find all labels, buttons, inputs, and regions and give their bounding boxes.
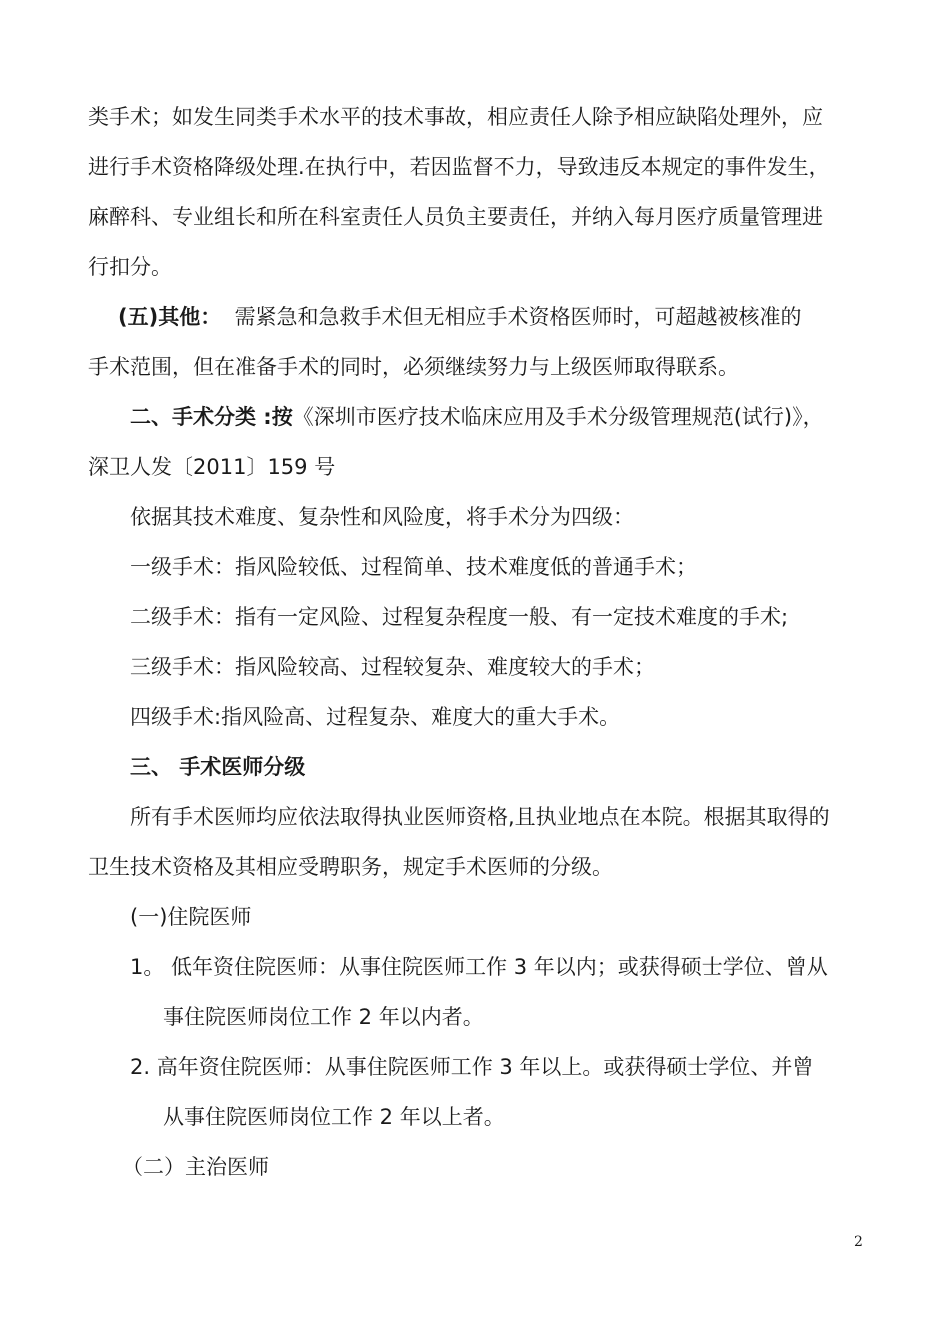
body-line-1: 类手术；如发生同类手术水平的技术事故，相应责任人除予相应缺陷处理外，应 — [88, 105, 823, 129]
level-3: 三级手术：指风险较高、过程较复杂、难度较大的手术； — [130, 655, 655, 679]
section3-heading: 三、 手术医师分级 — [130, 755, 306, 779]
level-2: 二级手术：指有一定风险、过程复杂程度一般、有一定技术难度的手术; — [130, 605, 789, 629]
section2-text-1: 《深圳市医疗技术临床应用及手术分级管理规范(试行)》， — [292, 405, 824, 429]
section5-line-2: 手术范围，但在准备手术的同时，必须继续努力与上级医师取得联系。 — [88, 355, 739, 379]
section2-line-1 — [130, 402, 930, 432]
item-2-line-1: 2. 高年资住院医师：从事住院医师工作 3 年以上。或获得硕士学位、并曾 — [130, 1055, 814, 1079]
level-1: 一级手术：指风险较低、过程简单、技术难度低的普通手术； — [130, 555, 697, 579]
item-2-line-2: 从事住院医师岗位工作 2 年以上者。 — [163, 1105, 505, 1129]
body-line-2: 进行手术资格降级处理.在执行中，若因监督不力，导致违反本规定的事件发生， — [88, 155, 830, 179]
section2-heading: 二、手术分类 :按 — [130, 405, 293, 429]
section3-line-2: 卫生技术资格及其相应受聘职务，规定手术医师的分级。 — [88, 855, 613, 879]
page-number: 2 — [854, 1234, 863, 1250]
subsection-2-heading: （二）主治医师 — [122, 1155, 269, 1179]
section3-line-1: 所有手术医师均应依法取得执业医师资格,且执业地点在本院。根据其取得的 — [130, 805, 830, 829]
section5-line-1 — [118, 302, 918, 332]
section2-intro: 依据其技术难度、复杂性和风险度，将手术分为四级： — [130, 505, 634, 529]
subsection-1-heading: (一)住院医师 — [130, 905, 252, 929]
body-line-4: 行扣分。 — [88, 255, 172, 279]
level-4: 四级手术:指风险高、过程复杂、难度大的重大手术。 — [130, 705, 621, 729]
item-1-line-1: 1。 低年资住院医师：从事住院医师工作 3 年以内；或获得硕士学位、曾从 — [130, 955, 828, 979]
section5-text-1: 需紧急和急救手术但无相应手术资格医师时，可超越被核准的 — [234, 305, 802, 329]
section2-line-2: 深卫人发〔2011〕159 号 — [88, 455, 336, 479]
item-1-line-2: 事住院医师岗位工作 2 年以内者。 — [163, 1005, 484, 1029]
section5-heading: (五)其他： — [118, 305, 222, 329]
body-line-3: 麻醉科、专业组长和所在科室责任人员负主要责任，并纳入每月医疗质量管理进 — [88, 205, 823, 229]
